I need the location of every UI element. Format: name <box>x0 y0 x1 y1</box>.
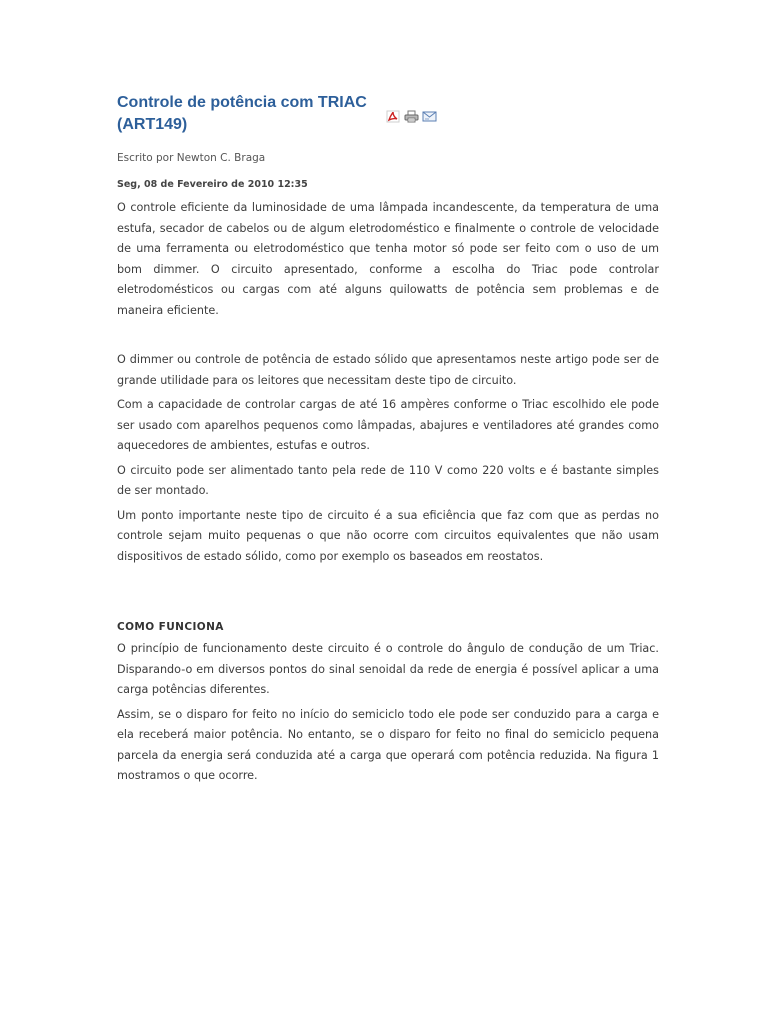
article <box>117 92 659 787</box>
paragraph: O controle eficiente da luminosidade de uma lâmpada incandescente, da temperatura de uma estufa, secador de cabelos ou de algum eletrodoméstico e finalmente o controle de velocidade de uma ferramenta ou eletrodoméstico que tenha motor só pode ser feito com o uso de um bom dimmer. O circuito apresentado, conforme a escolha do Triac pode controlar eletrodomésticos ou cargas com até alguns quilowatts de potência sem problemas e de maneira eficiente. <box>117 201 659 317</box>
email-icon[interactable] <box>422 108 436 121</box>
paragraph: O circuito pode ser alimentado tanto pela rede de 110 V como 220 volts e é bastante simples de ser montado. <box>117 463 659 497</box>
paragraph: Assim, se o disparo for feito no início do semiciclo todo ele pode ser conduzido para a carga e ela receberá maior potência. No entanto, se o disparo for feito no final do semiciclo pequena parcela da energia será conduzida até a carga que operará com potência reduzida. Na figura 1 mostramos o que ocorre. <box>117 707 659 782</box>
paragraph: Um ponto importante neste tipo de circuito é a sua eficiência que faz com que as perdas no controle sejam muito pequenas o que não ocorre com circuitos equivalentes que não usam dispositivos de estado sólido, como por exemplo os baseados em reostatos. <box>117 508 659 563</box>
pdf-icon[interactable] <box>386 108 400 121</box>
article-actions <box>386 108 436 121</box>
print-icon[interactable] <box>404 108 418 121</box>
paragraph: O princípio de funcionamento deste circuito é o controle do ângulo de condução de um Triac. Disparando-o em diversos pontos do sinal senoidal da rede de energia é possível aplicar a uma carga potências diferentes. <box>117 642 659 696</box>
section-heading: COMO FUNCIONA <box>117 621 224 633</box>
article-title: Controle de potência com TRIAC (ART149) <box>117 94 367 133</box>
article-author: Escrito por Newton C. Braga <box>117 152 266 164</box>
title-row <box>117 92 659 140</box>
paragraph: O dimmer ou controle de potência de estado sólido que apresentamos neste artigo pode ser de grande utilidade para os leitores que necessitam deste tipo de circuito. <box>117 353 659 387</box>
article-date: Seg, 08 de Fevereiro de 2010 12:35 <box>117 179 308 190</box>
paragraph: Com a capacidade de controlar cargas de até 16 ampères conforme o Triac escolhido ele pode ser usado com aparelhos pequenos como lâmpadas, abajures e ventiladores até grandes como aquecedores de ambientes, estufas e outros. <box>117 398 659 452</box>
